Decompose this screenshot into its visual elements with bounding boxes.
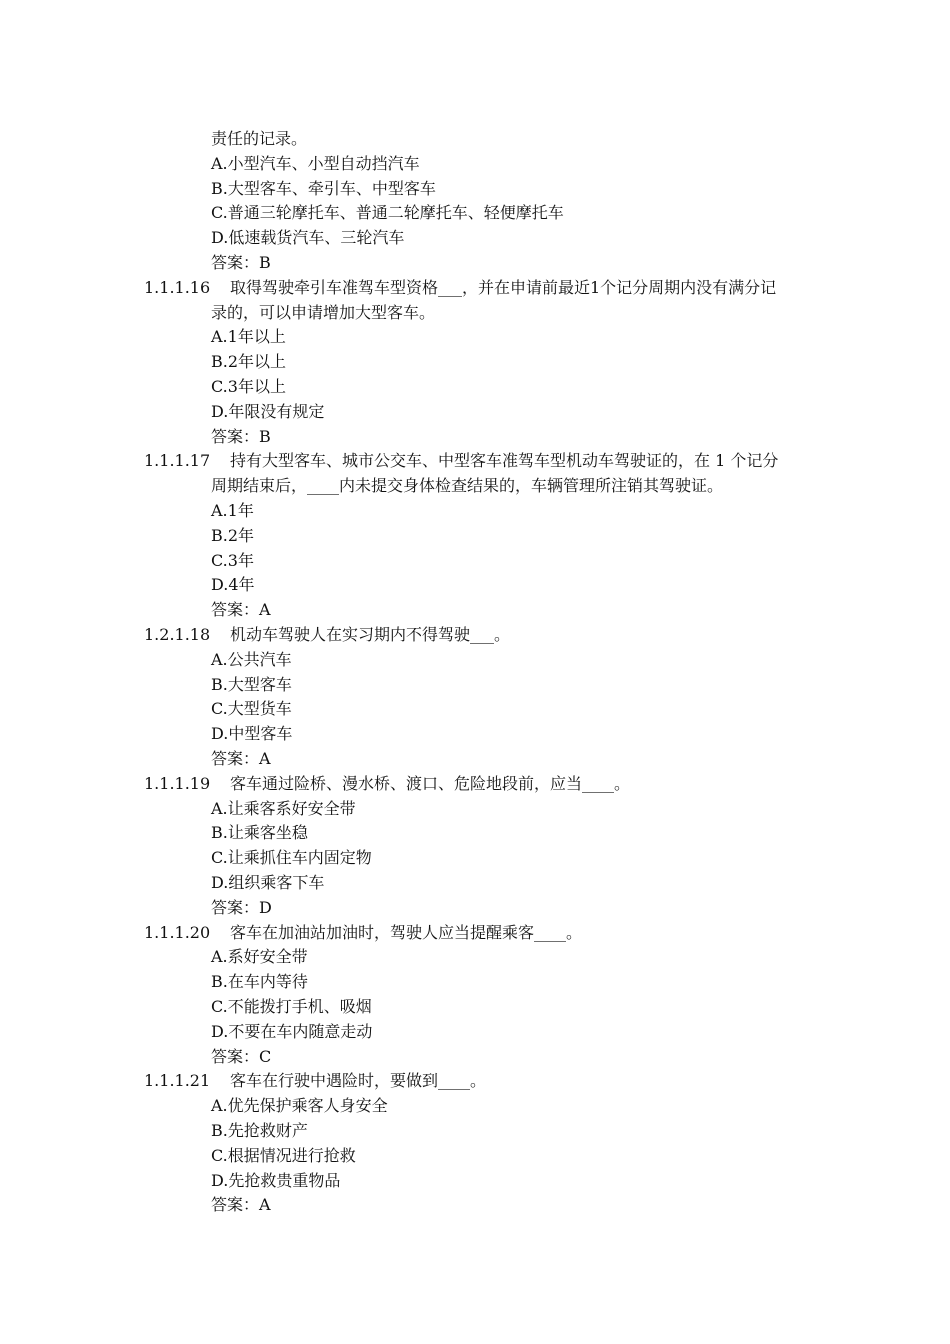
option-line: A.让乘客系好安全带: [211, 799, 356, 818]
option-line: B.让乘客坐稳: [211, 823, 308, 842]
option-line: C.普通三轮摩托车、普通二轮摩托车、轻便摩托车: [211, 203, 564, 222]
question-text: 机动车驾驶人在实习期内不得驾驶___。: [230, 625, 511, 644]
option-line: D.4年: [211, 575, 255, 594]
option-line: C.让乘抓住车内固定物: [211, 848, 372, 867]
text-line: 责任的记录。: [211, 129, 308, 148]
question-number: 1.1.1.21: [144, 1071, 211, 1090]
option-line: C.3年以上: [211, 377, 286, 396]
option-line: B.大型客车: [211, 675, 292, 694]
question-number: 1.1.1.17: [144, 451, 211, 470]
option-line: D.不要在车内随意走动: [211, 1022, 373, 1041]
option-line: D.中型客车: [211, 724, 293, 743]
answer-line: 答案：C: [211, 1047, 272, 1066]
question-number: 1.1.1.16: [144, 278, 211, 297]
question-number: 1.1.1.20: [144, 923, 211, 942]
question-text: 客车在加油站加油时，驾驶人应当提醒乘客____。: [230, 923, 583, 942]
option-line: D.低速载货汽车、三轮汽车: [211, 228, 405, 247]
question-text: 客车通过险桥、漫水桥、渡口、危险地段前，应当____。: [230, 774, 631, 793]
option-line: B.先抢救财产: [211, 1121, 308, 1140]
option-line: B.在车内等待: [211, 972, 308, 991]
question-text: 取得驾驶牵引车准驾车型资格___，并在申请前最近1个记分周期内没有满分记: [230, 278, 777, 297]
option-line: A.优先保护乘客人身安全: [211, 1096, 388, 1115]
option-line: D.组织乘客下车: [211, 873, 325, 892]
question-number: 1.1.1.19: [144, 774, 211, 793]
option-line: C.大型货车: [211, 699, 292, 718]
option-line: B.大型客车、牵引车、中型客车: [211, 179, 436, 198]
text-line: 录的，可以申请增加大型客车。: [211, 303, 436, 322]
option-line: D.先抢救贵重物品: [211, 1171, 341, 1190]
question-text: 持有大型客车、城市公交车、中型客车准驾车型机动车驾驶证的，在 1 个记分: [230, 451, 779, 470]
option-line: A.小型汽车、小型自动挡汽车: [211, 154, 420, 173]
option-line: B.2年: [211, 526, 255, 545]
option-line: D.年限没有规定: [211, 402, 325, 421]
option-line: A.1年以上: [211, 327, 286, 346]
text-line: 周期结束后，____内未提交身体检查结果的，车辆管理所注销其驾驶证。: [211, 476, 724, 495]
option-line: B.2年以上: [211, 352, 287, 371]
option-line: A.公共汽车: [211, 650, 292, 669]
answer-line: 答案：D: [211, 898, 272, 917]
option-line: A.1年: [211, 501, 254, 520]
answer-line: 答案：A: [211, 600, 271, 619]
answer-line: 答案：B: [211, 253, 271, 272]
answer-line: 答案：B: [211, 427, 271, 446]
option-line: A.系好安全带: [211, 947, 308, 966]
question-text: 客车在行驶中遇险时，要做到____。: [230, 1071, 487, 1090]
option-line: C.根据情况进行抢救: [211, 1146, 356, 1165]
option-line: C.3年: [211, 551, 254, 570]
question-number: 1.2.1.18: [144, 625, 211, 644]
option-line: C.不能拨打手机、吸烟: [211, 997, 372, 1016]
answer-line: 答案：A: [211, 1195, 271, 1214]
answer-line: 答案：A: [211, 749, 271, 768]
